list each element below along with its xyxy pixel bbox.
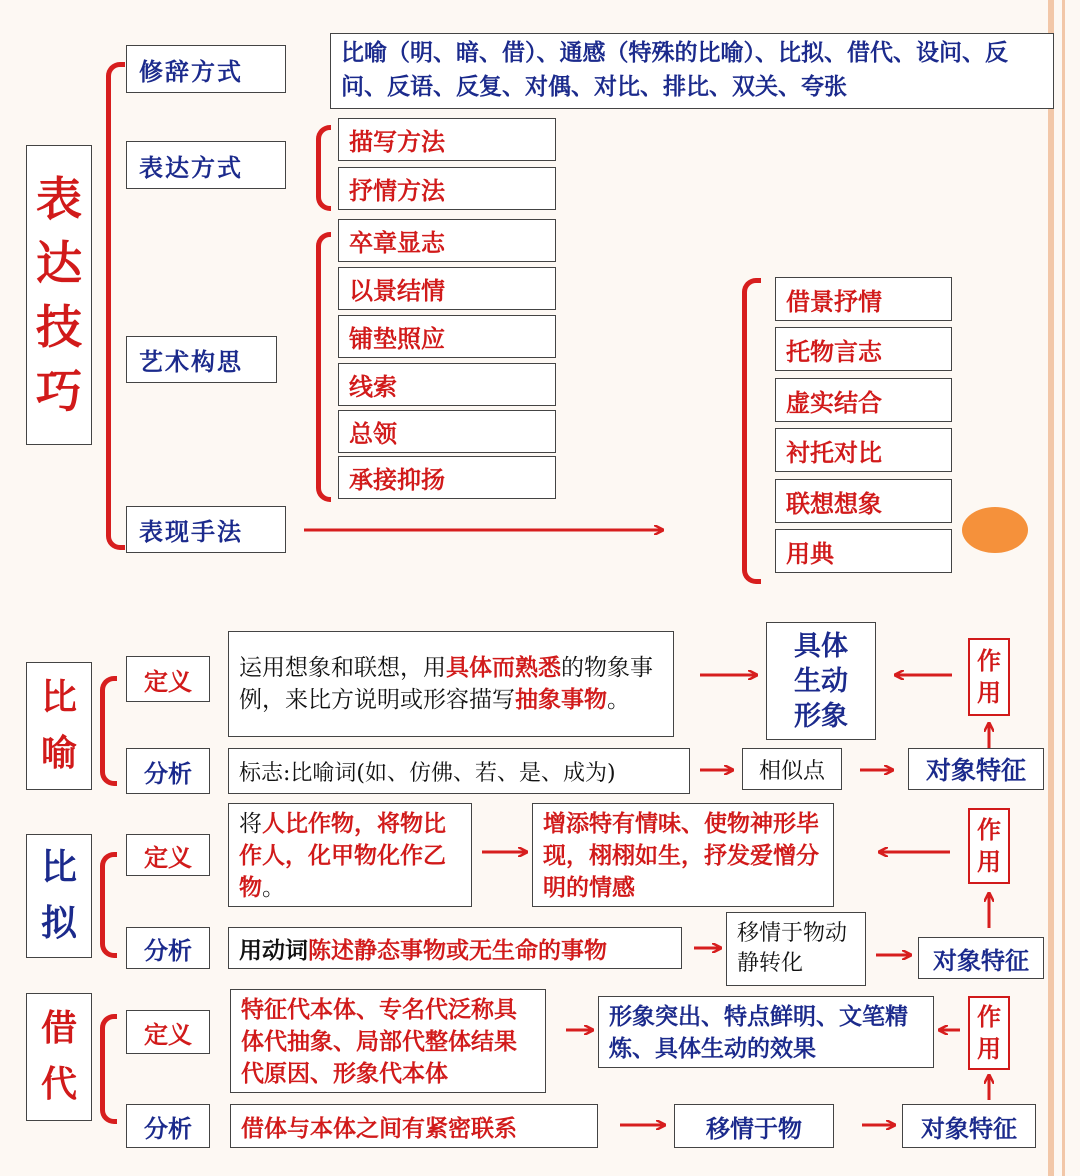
metonymy-def-label: 定义 — [126, 1010, 210, 1054]
metonymy-transfer: 移情于物 — [674, 1104, 834, 1148]
techniques-title-text: 表达技巧 — [36, 172, 82, 418]
personification-title-char: 比 — [40, 847, 77, 888]
category-expression: 表达方式 — [126, 141, 286, 189]
personification-object-feature: 对象特征 — [918, 937, 1044, 979]
metonymy-analysis-label: 分析 — [126, 1104, 210, 1148]
role-text: 作用 — [977, 647, 1001, 707]
def-text: 将 — [239, 811, 262, 837]
effect-line: 形象 — [794, 700, 848, 732]
def-text: 。 — [607, 687, 630, 713]
metaphor-title-char: 喻 — [40, 733, 77, 774]
expression-item: 抒情方法 — [338, 167, 556, 210]
analysis-text: 用动词 — [239, 937, 308, 964]
metaphor-analysis-label: 分析 — [126, 748, 210, 794]
metonymy-object-feature: 对象特征 — [902, 1104, 1036, 1148]
def-highlight: 抽象事物 — [515, 686, 607, 713]
role-text: 作用 — [977, 816, 1001, 876]
structure-item: 线索 — [338, 363, 556, 406]
presentation-item: 联想想象 — [775, 479, 952, 523]
personification-def-label: 定义 — [126, 834, 210, 876]
def-text: 运用想象和联想，用 — [239, 655, 446, 681]
presentation-item: 衬托对比 — [775, 428, 952, 472]
metaphor-object-feature: 对象特征 — [908, 748, 1044, 790]
structure-item: 铺垫照应 — [338, 315, 556, 358]
transfer-text: 移情于物动静转化 — [737, 921, 848, 976]
personification-analysis-label: 分析 — [126, 927, 210, 969]
metonymy-title-char: 代 — [40, 1064, 77, 1105]
personification-effect-text: 增添特有情味、使物神形毕现，栩栩如生，抒发爱憎分明的情感 — [543, 811, 819, 901]
metaphor-def-label: 定义 — [126, 656, 210, 702]
metonymy-title-char: 借 — [40, 1008, 77, 1049]
structure-item: 承接抑扬 — [338, 456, 556, 499]
metonymy-analysis: 借体与本体之间有紧密联系 — [230, 1104, 598, 1148]
category-structure: 艺术构思 — [126, 336, 277, 383]
effect-line: 具体 — [794, 630, 848, 662]
effect-line: 生动 — [794, 665, 848, 697]
expression-item: 描写方法 — [338, 118, 556, 161]
def-highlight: 人比作物，将物比作人，化甲物化作乙物 — [239, 811, 446, 901]
metaphor-title-char: 比 — [40, 677, 77, 718]
metaphor-similarity: 相似点 — [742, 748, 842, 790]
presentation-item: 用典 — [775, 529, 952, 573]
presentation-item: 托物言志 — [775, 327, 952, 371]
presentation-item: 虚实结合 — [775, 378, 952, 422]
def-text: 的物象事例，来比方说明或形容描写 — [239, 655, 653, 713]
def-highlight: 具体而熟悉 — [446, 654, 561, 681]
structure-item: 以景结情 — [338, 267, 556, 310]
category-rhetoric: 修辞方式 — [126, 45, 286, 93]
metonymy-effect-text: 形象突出、特点鲜明、文笔精炼、具体生动的效果 — [609, 1004, 908, 1062]
def-text: 。 — [262, 875, 285, 901]
role-text: 作用 — [977, 1003, 1001, 1063]
presentation-item: 借景抒情 — [775, 277, 952, 321]
category-presentation: 表现手法 — [126, 506, 286, 553]
structure-item: 卒章显志 — [338, 219, 556, 262]
rhetoric-list-text: 比喻（明、暗、借）、通感（特殊的比喻）、比拟、借代、设问、反问、反语、反复、对偶、对比、排比、双关、夸张 — [341, 40, 1008, 100]
structure-item: 总领 — [338, 410, 556, 453]
analysis-highlight: 陈述静态事物或无生命的事物 — [308, 937, 607, 964]
metaphor-analysis: 标志:比喻词(如、仿佛、若、是、成为) — [228, 748, 690, 794]
metonymy-definition-text: 特征代本体、专名代泛称具体代抽象、局部代整体结果代原因、形象代本体 — [241, 997, 517, 1087]
personification-title-char: 拟 — [40, 903, 77, 944]
